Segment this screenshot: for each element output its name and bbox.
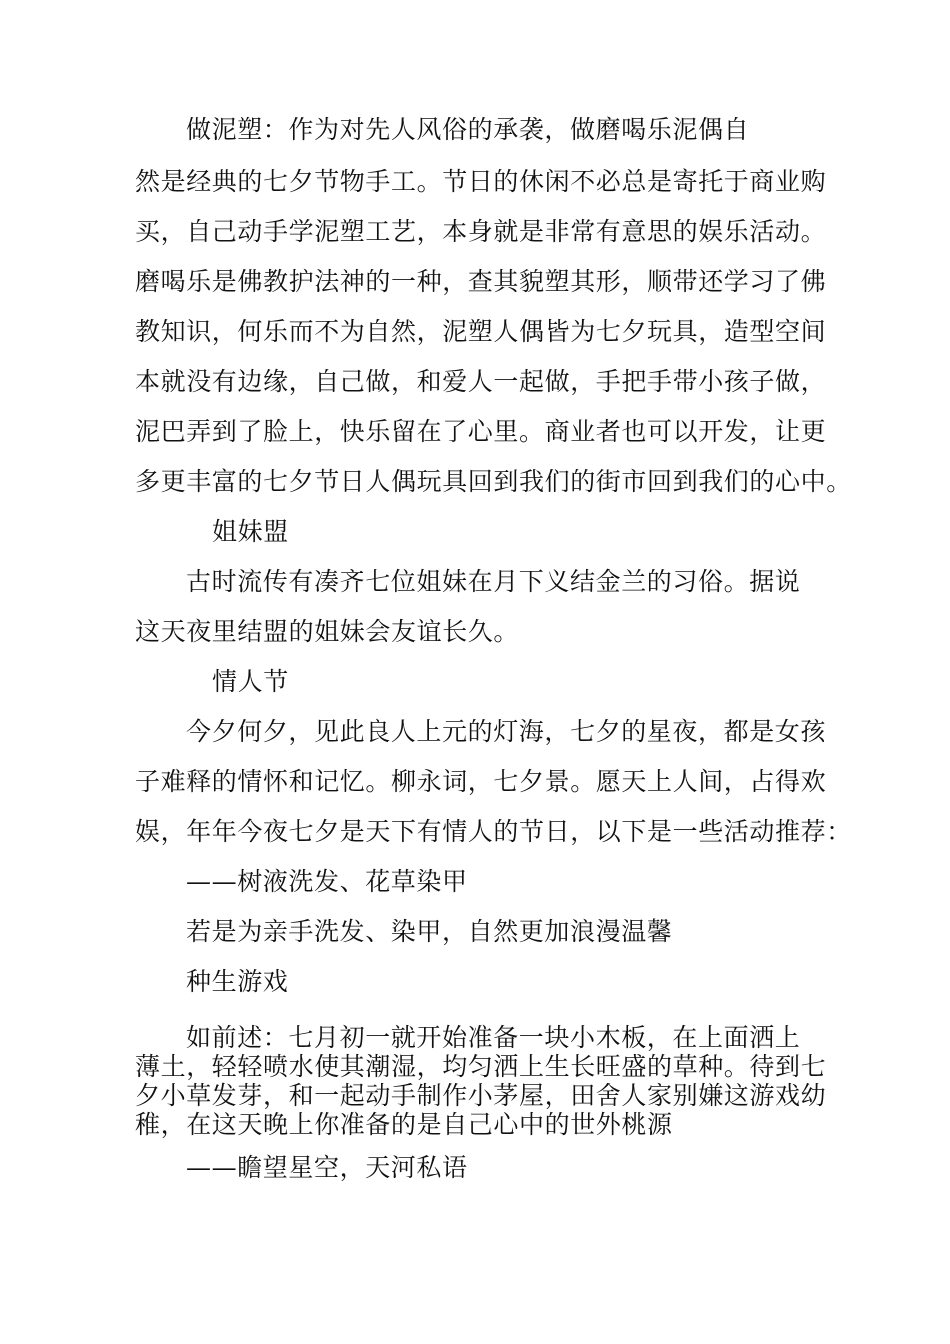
activity-heading-hair-nails: ——树液洗发、花草染甲 [186,867,468,896]
paragraph-line: 做泥塑：作为对先人风俗的承袭，做磨喝乐泥偶自 [186,115,750,144]
paragraph-line: 磨喝乐是佛教护法神的一种，查其貌塑其形，顺带还学习了佛 [135,267,827,296]
paragraph-line: 古时流传有凑齐七位姐妹在月下义结金兰的习俗。据说 [186,567,801,596]
paragraph-line: 本就没有边缘，自己做，和爱人一起做，手把手带小孩子做， [135,367,827,396]
paragraph-line: 子难释的情怀和记忆。柳永词，七夕景。愿天上人间，占得欢 [135,767,827,796]
paragraph-line: 如前述：七月初一就开始准备一块小木板，在上面洒上 [186,1023,801,1052]
activity-heading-seed-game: 种生游戏 [186,967,289,996]
paragraph-line: 今夕何夕，见此良人上元的灯海，七夕的星夜，都是女孩 [186,717,827,746]
paragraph-line: 稚，在这天晚上你准备的是自己心中的世外桃源 [135,1110,673,1139]
paragraph-line: 教知识，何乐而不为自然，泥塑人偶皆为七夕玩具，造型空间 [135,317,827,346]
paragraph-line: 娱，年年今夜七夕是天下有情人的节日，以下是一些活动推荐： [135,817,852,846]
paragraph-line: 买，自己动手学泥塑工艺，本身就是非常有意思的娱乐活动。 [135,217,827,246]
section-heading-sisters: 姐妹盟 [212,517,289,546]
paragraph-line: 若是为亲手洗发、染甲，自然更加浪漫温馨 [186,917,673,946]
activity-heading-stargazing: ——瞻望星空，天河私语 [186,1153,468,1182]
paragraph-line: 然是经典的七夕节物手工。节日的休闲不必总是寄托于商业购 [135,167,827,196]
section-heading-valentine: 情人节 [212,667,289,696]
paragraph-line: 泥巴弄到了脸上，快乐留在了心里。商业者也可以开发，让更 [135,417,827,446]
paragraph-line: 薄土，轻轻喷水使其潮湿，均匀洒上生长旺盛的草种。待到七 [135,1052,827,1081]
paragraph-line: 多更丰富的七夕节日人偶玩具回到我们的街市回到我们的心中。 [135,467,852,496]
paragraph-line: 夕小草发芽，和一起动手制作小茅屋，田舍人家别嫌这游戏幼 [135,1081,827,1110]
paragraph-line: 这天夜里结盟的姐妹会友谊长久。 [135,617,520,646]
